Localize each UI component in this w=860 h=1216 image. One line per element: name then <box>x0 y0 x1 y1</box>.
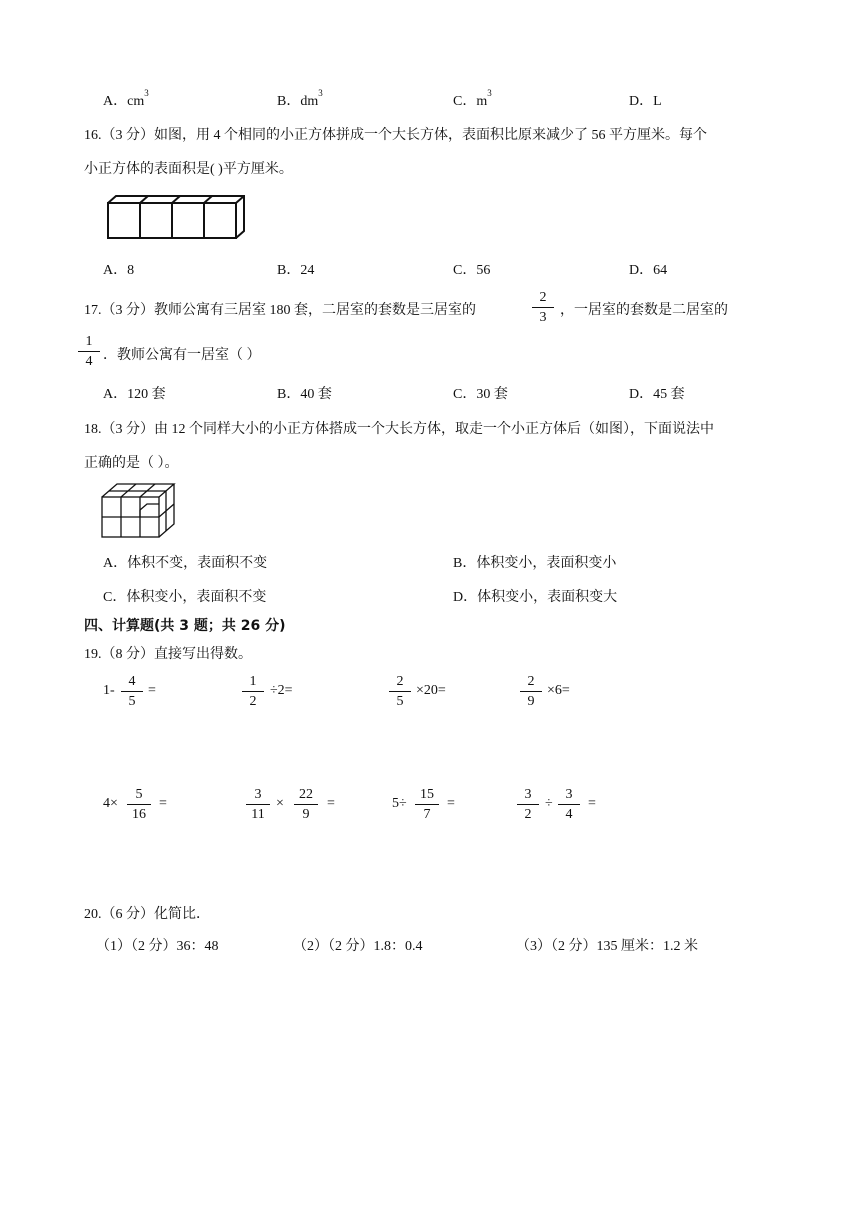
q19-r2-item3-prefix: 5÷ <box>392 796 407 811</box>
q18-stem-line1: 18.（3 分）由 12 个同样大小的小正方体搭成一个大长方体，取走一个小正方体后（如图），下面说法中 <box>84 422 714 437</box>
q17-option-a: A．120 套 <box>103 387 166 402</box>
q16-stem-line2: 小正方体的表面积是( )平方厘米。 <box>84 162 293 177</box>
q19-r2-item3-fraction: 15 7 <box>415 786 439 823</box>
q19-r1-item1-equals: = <box>148 683 156 698</box>
q19-r1-item4-fraction: 2 9 <box>520 673 542 710</box>
q19-r2-item1-fraction: 5 16 <box>127 786 151 823</box>
q19-r2-item1-prefix: 4× <box>103 796 118 811</box>
q19-r1-item3-fraction: 2 5 <box>389 673 411 710</box>
q20-item-2: （2）（2 分）1.8：0.4 <box>293 939 423 954</box>
q19-r1-item3-operation: ×20= <box>416 683 446 698</box>
q15-option-d: D．L <box>629 94 662 109</box>
q19-title: 19.（8 分）直接写出得数。 <box>84 647 252 662</box>
q17-option-c: C．30 套 <box>453 387 508 402</box>
q16-stem-line1: 16.（3 分）如图，用 4 个相同的小正方体拼成一个大长方体，表面积比原来减少了 56 平方厘米。每个 <box>84 128 707 143</box>
q19-r2-item1-equals: = <box>159 796 167 811</box>
q19-r2-item3-equals: = <box>447 796 455 811</box>
q19-r2-item2-equals: = <box>327 796 335 811</box>
q18-option-c: C．体积变小，表面积不变 <box>103 590 267 605</box>
q19-r1-item1-fraction: 4 5 <box>121 673 143 710</box>
q20-item-3: （3）（2 分）135 厘米：1.2 米 <box>516 939 698 954</box>
q19-r2-item2-fraction-b: 22 9 <box>294 786 318 823</box>
q17-fraction-one-quarter: 1 4 <box>78 333 100 370</box>
q19-r2-item2-operator: × <box>276 796 284 811</box>
q19-r1-item2-operation: ÷2= <box>270 683 293 698</box>
q20-item-1: （1）（2 分）36：48 <box>96 939 219 954</box>
q15-option-c: C．$m^3$ <box>453 88 492 109</box>
q19-r2-item4-equals: = <box>588 796 596 811</box>
q19-r1-item1-prefix: 1- <box>103 683 115 698</box>
q17-stem-line2: ．教师公寓有一居室（ ） <box>103 348 261 363</box>
q19-r1-item2-fraction: 1 2 <box>242 673 264 710</box>
q15-option-a: A．$cm^3$ <box>103 88 149 109</box>
section-heading: 四、计算题(共 3 题；共 26 分) <box>84 618 286 634</box>
q19-r2-item4-fraction-a: 3 2 <box>517 786 539 823</box>
q16-option-a: A．8 <box>103 263 135 278</box>
q17-stem-line1: 17.（3 分）教师公寓有三居室 180 套，二居室的套数是三居室的 <box>84 303 476 318</box>
q18-option-d: D．体积变小，表面积变大 <box>453 590 618 605</box>
q16-option-d: D．64 <box>629 263 668 278</box>
q17-fraction-two-thirds: 2 3 <box>532 289 554 326</box>
q19-r2-item4-operator: ÷ <box>545 796 553 811</box>
q17-option-d: D．45 套 <box>629 387 685 402</box>
cuboid-missing-cube-figure <box>100 482 178 540</box>
q19-r2-item2-fraction-a: 3 11 <box>246 786 270 823</box>
q20-title: 20.（6 分）化简比． <box>84 907 210 922</box>
q18-option-a: A．体积不变，表面积不变 <box>103 556 268 571</box>
q16-option-b: B．24 <box>277 263 315 278</box>
four-cubes-figure <box>104 193 248 241</box>
q16-option-c: C．56 <box>453 263 491 278</box>
q18-option-b: B．体积变小，表面积变小 <box>453 556 617 571</box>
q17-stem-line1-tail: ，一居室的套数是二居室的 <box>560 303 728 318</box>
q15-option-b: B．$dm^3$ <box>277 88 323 109</box>
q19-r1-item4-operation: ×6= <box>547 683 570 698</box>
q18-stem-line2: 正确的是（ ）。 <box>84 456 179 471</box>
q19-r2-item4-fraction-b: 3 4 <box>558 786 580 823</box>
q17-option-b: B．40 套 <box>277 387 332 402</box>
